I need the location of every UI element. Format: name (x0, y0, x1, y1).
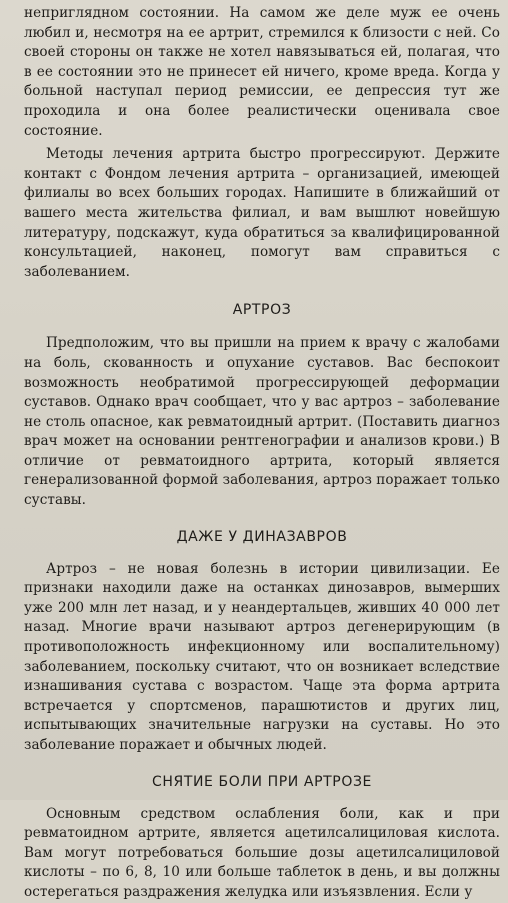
pain-relief-section (24, 805, 500, 903)
paragraph-arthrosis: Предположим, что вы пришли на прием к врачу с жалобами на боль, скованность и опухание суставов. Вас беспокоит возможность необратимой прогрессирующей деформации суставов. Однако врач сообщает, что у вас артроз – заболевание не столь опасное, как ревматоидный артрит. (Поставить диагноз врач может на основании рентгенографии и анализов крови.) В отличие от ревматоидного артрита, который является генерализованной формой заболевания, артроз поражает только суставы. (24, 335, 501, 509)
heading-arthrosis: АРТРОЗ (232, 302, 292, 319)
heading-pain-relief: СНЯТИЕ БОЛИ ПРИ АРТРОЗЕ (152, 773, 372, 790)
arthrosis-section (24, 334, 500, 510)
paragraph-pain-relief: Основным средством ослабления боли, как и при ревматоидном артрите, является ацетилсалициловая кислота. Вам могут потребоваться большие дозы ацетилсалициловой кислоты – по 6, 8, 10 или больше таблеток в день, и вы должны остерегаться раздражения желудка или изъязвления. Если у (24, 805, 500, 900)
paragraph-continued: неприглядном состоянии. На самом же деле муж ее очень любил и, несмотря на ее артрит, стремился к близости с ней. Со своей стороны он также не хотел навязываться ей, полагая, что в ее состоянии это не принесет ей ничего, кроме вреда. Когда у больной наступал период ремиссии, ее депрессия тут же проходила и она более реалистически оценивала свое состояние. (24, 5, 500, 139)
heading-dinosaurs: ДАЖЕ У ДИНАЗАВРОВ (176, 528, 348, 545)
paragraph-dinosaurs: Артроз – не новая болезнь в истории цивилизации. Ее признаки находили даже на останках динозавров, вымерших уже 200 млн лет назад, и у неандертальцев, живших 40 000 лет назад. Многие врачи называют артроз дегенерирующим (в противоположность инфекционному или воспалительному) заболеванием, поскольку считают, что он возникает вследствие изнашивания сустава с возрастом. Чаще эта форма артрита встречается у спортсменов, парашютистов и других лиц, испытывающих значительные нагрузки на суставы. Но это заболевание поражает и обычных людей. (24, 560, 500, 753)
intro-section (24, 4, 500, 282)
dinosaurs-section (24, 560, 500, 756)
paragraph-arthritis-foundation: Методы лечения артрита быстро прогрессируют. Держите контакт с Фондом лечения артрита – организацией, имеющей филиалы во всех больших городах. Напишите в ближайший от вашего места жительства филиал, и вам вышлют новейшую литературу, подскажут, куда обратиться за квалифицированной консультацией, наконец, помогут вам справиться с заболеванием. (24, 146, 500, 280)
